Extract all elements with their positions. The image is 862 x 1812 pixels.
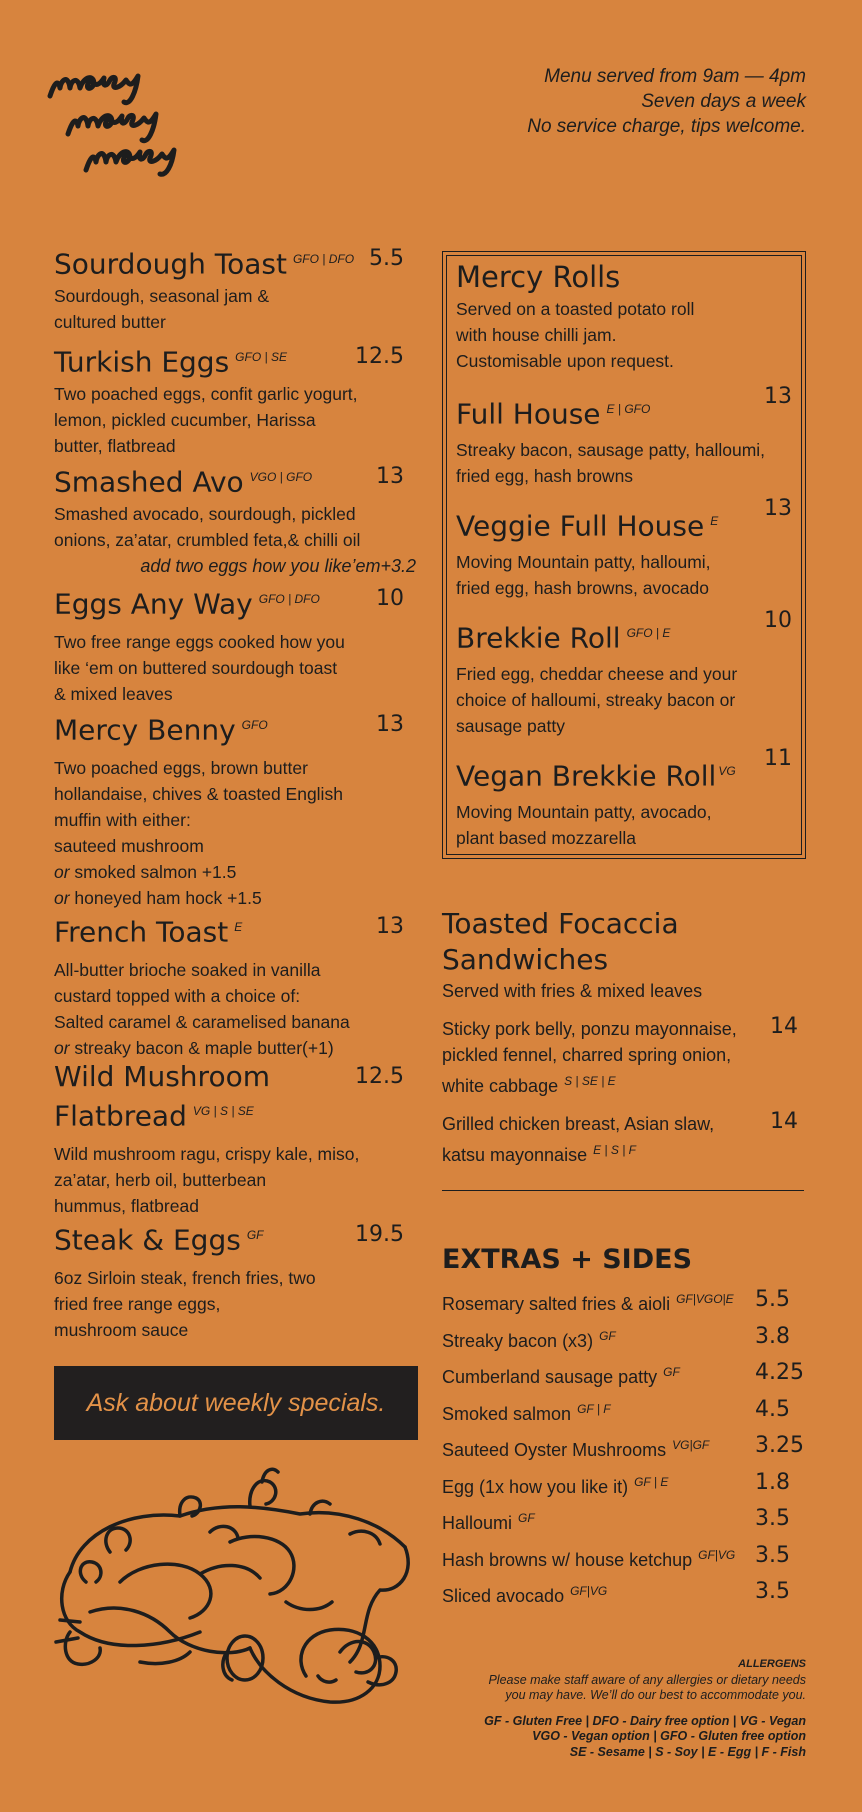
menu-item-french-toast [54,910,414,1060]
extra-name: Halloumi [442,1513,513,1533]
option-text: honeyed ham hock +1.5 [69,888,262,909]
desc-line: sauteed mushroom [54,836,204,857]
desc-line: Smashed avocado, sourdough, pickled [54,504,356,525]
item-price: 13 [376,464,404,489]
item-price: 5.5 [369,246,404,271]
dietary-tags: S | SE | E [564,1074,616,1088]
allergens-note: you may have. We’ll do our best to accommodate you. [505,1688,806,1702]
dietary-tags: E | GFO [606,402,651,416]
hours-line: Menu served from 9am — 4pm [544,66,806,87]
add-eggs-option: add two eggs how you like’em+3.2 [140,556,416,577]
item-description [54,755,414,911]
dietary-tags: GFO [241,718,268,732]
dietary-tags: GF|VG [570,1584,608,1598]
dietary-tags: GF [246,1228,264,1242]
item-name: Turkish Eggs [54,345,230,379]
extra-price: 3.8 [755,1323,790,1349]
sandwich-pork-belly [442,1016,804,1099]
item-price: 13 [764,384,792,409]
dietary-tags: VG [718,764,736,778]
option-text: smoked salmon +1.5 [69,862,237,883]
dietary-tags: GFO | E [626,626,671,640]
extras-and-sides-section [442,1242,804,1613]
roll-item-vegan-brekkie-roll [456,746,792,851]
extra-name: Cumberland sausage patty [442,1367,658,1387]
dietary-tags: GF|VGO|E [676,1292,734,1306]
dietary-tags: GF [518,1511,535,1525]
extra-price: 1.8 [755,1469,790,1495]
menu-item-sourdough-toast [54,242,414,340]
item-price: 19.5 [355,1222,404,1247]
extra-item [442,1540,804,1577]
desc-line: onions, za’atar, crumbled feta,& chilli oil [54,530,361,551]
allergens-info [406,1657,806,1760]
item-name: Full House [456,397,601,431]
allergen-key: GF - Gluten Free | DFO - Dairy free option | VG - Vegan [484,1713,806,1728]
item-description [54,501,414,579]
extra-item [442,1503,804,1540]
section-title: Mercy Rolls [456,260,621,294]
line-drawing [50,1462,420,1732]
item-name: Mercy Benny [54,713,236,747]
or-label: or [54,862,70,883]
extra-name: Hash browns w/ house ketchup [442,1549,693,1570]
service-charge-line: No service charge, tips welcome. [527,116,806,137]
item-description [456,799,792,851]
item-description [54,283,414,335]
item-price: 10 [764,608,792,633]
desc-line: sausage patty [456,716,565,737]
extra-price: 3.5 [755,1506,790,1531]
dietary-tags: VGO | GFO [249,470,313,484]
menu-item-turkish-eggs [54,340,414,460]
roll-item-full-house [456,384,792,502]
desc-line: cultured butter [54,312,166,333]
dietary-tags: E [710,514,719,528]
extra-name: Egg (1x how you like it) [442,1476,629,1497]
desc-line: Sticky pork belly, ponzu mayonnaise, [442,1019,737,1039]
desc-line: All-butter brioche soaked in vanilla [54,960,321,981]
option-line [54,885,414,911]
item-description [456,437,792,489]
extra-price: 3.5 [755,1542,790,1568]
desc-line: hollandaise, chives & toasted English [54,784,343,805]
dietary-tags: GFO | DFO [258,592,320,606]
desc-line: Sourdough, seasonal jam & [54,286,269,307]
service-hours [527,64,806,139]
option-line [54,1035,414,1061]
desc-line: Fried egg, cheddar cheese and your [456,664,738,685]
desc-line: mushroom sauce [54,1320,189,1341]
allergens-note: Please make staff aware of any allergies or dietary needs [488,1672,806,1687]
dietary-tags: GFO | SE [235,350,287,364]
menu-item-mercy-benny [54,708,414,910]
extra-item [442,1321,804,1358]
sandwich-grilled-chicken [442,1111,804,1168]
item-price: 14 [770,1014,798,1039]
menu-item-smashed-avo [54,460,414,582]
extra-price: 5.5 [755,1287,790,1312]
specials-text: Ask about weekly specials. [86,1388,386,1417]
item-description [456,549,792,601]
desc-line: Two poached eggs, confit garlic yogurt, [54,384,358,405]
desc-line: Two free range eggs cooked how you [54,632,345,653]
item-name: Wild Mushroom [54,1060,270,1093]
extra-item [442,1430,804,1467]
desc-line: white cabbage [442,1076,559,1096]
menu-item-eggs-any-way [54,582,414,708]
allergen-key: SE - Sesame | S - Soy | E - Egg | F - Fish [569,1744,806,1759]
section-divider [442,1190,804,1191]
dietary-tags: GF [599,1328,616,1343]
desc-line: plant based mozzarella [456,828,636,849]
dietary-tags: GFO | DFO [292,252,355,266]
desc-line: Moving Mountain patty, avocado, [456,802,712,823]
section-title-line2: Sandwiches [442,943,609,976]
item-price: 12.5 [355,344,404,369]
allergens-heading: ALLERGENS [738,1658,806,1670]
desc-line: Grilled chicken breast, Asian slaw, [442,1114,715,1134]
extra-item [442,1357,804,1394]
desc-line: Wild mushroom ragu, crispy kale, miso, [54,1144,360,1165]
extra-item [442,1284,804,1321]
item-price: 10 [376,586,404,611]
desc-line: fried free range eggs, [54,1294,221,1315]
section-title: EXTRAS + SIDES [442,1244,693,1275]
extra-item [442,1467,804,1504]
desc-line: pickled fennel, charred spring onion, [442,1045,732,1065]
desc-line: muffin with either: [54,810,191,831]
item-price: 13 [376,712,404,737]
extra-price: 3.25 [755,1433,804,1458]
extra-name: Sauteed Oyster Mushrooms [442,1440,667,1460]
desc-line: & mixed leaves [54,684,173,705]
mercy-rolls-section [442,251,806,859]
desc-line: Moving Mountain patty, halloumi, [456,552,711,573]
extra-item [442,1394,804,1431]
option-line [54,859,414,885]
desc-line: Streaky bacon, sausage patty, halloumi, [456,440,766,461]
sleeping-figures-illustration [50,1462,420,1732]
section-subtitle: Served with fries & mixed leaves [442,981,703,1001]
menu-item-wild-mushroom-flatbread [54,1060,414,1218]
item-name: Smashed Avo [54,465,244,499]
or-label: or [54,1038,70,1059]
item-description [456,661,792,739]
extra-item [442,1576,804,1613]
desc-line: lemon, pickled cucumber, Harissa [54,410,316,431]
desc-line: hummus, flatbread [54,1196,199,1217]
desc-line: Two poached eggs, brown butter [54,758,308,779]
mercy-logo-script [46,58,216,178]
dietary-tags: VG|GF [672,1438,710,1452]
extra-name: Rosemary salted fries & aioli [442,1294,671,1314]
desc-line: fried egg, hash browns [456,466,634,487]
roll-item-veggie-full-house [456,496,792,614]
extra-price: 4.25 [755,1360,804,1385]
option-text: streaky bacon & maple butter(+1) [69,1038,334,1059]
breakfast-menu [54,242,416,1341]
mercy-logo [46,58,216,178]
dietary-tags: GF | E [634,1474,669,1489]
item-description [54,957,414,1061]
dietary-tags: GF [663,1365,680,1379]
desc-line: choice of halloumi, streaky bacon or [456,690,736,711]
focaccia-sandwiches-section [442,906,804,1168]
item-name: Brekkie Roll [456,621,621,655]
item-price: 11 [764,746,792,771]
item-description [54,1265,414,1343]
allergen-key: VGO - Vegan option | GFO - Gluten free option [532,1729,806,1743]
item-price: 12.5 [355,1064,404,1089]
desc-line: custard topped with a choice of: [54,986,301,1007]
desc-line: butter, flatbread [54,436,176,457]
item-name-line2: Flatbread [54,1099,187,1133]
desc-line: 6oz Sirloin steak, french fries, two [54,1268,316,1289]
intro-line: Customisable upon request. [456,351,674,371]
section-intro [456,296,792,390]
roll-item-brekkie-roll [456,608,792,752]
dietary-tags: E | S | F [593,1143,637,1157]
extra-name: Streaky bacon (x3) [442,1330,594,1351]
item-name: Steak & Eggs [54,1223,241,1257]
item-name: Sourdough Toast [54,247,287,281]
desc-line: katsu mayonnaise [442,1145,588,1165]
or-label: or [54,888,70,909]
item-name: Eggs Any Way [54,587,253,621]
section-title: Toasted Focaccia [442,907,679,940]
dietary-tags: GF|VG [698,1547,736,1562]
item-description [54,381,414,459]
item-name: Veggie Full House [456,509,705,543]
extra-price: 3.5 [755,1579,790,1604]
intro-line: with house chilli jam. [456,325,617,345]
desc-line: za’atar, herb oil, butterbean [54,1170,267,1191]
item-name: Vegan Brekkie Roll [456,759,717,793]
dietary-tags: E [234,920,243,934]
extra-name: Sliced avocado [442,1586,565,1606]
dietary-tags: GF | F [577,1401,611,1416]
extra-name: Smoked salmon [442,1403,572,1424]
item-price: 13 [764,496,792,521]
item-description [54,1141,414,1219]
item-price: 13 [376,914,404,939]
weekly-specials-banner [54,1366,418,1440]
item-description [54,629,414,707]
dietary-tags: VG | S | SE [192,1104,254,1118]
intro-line: Served on a toasted potato roll [456,299,695,319]
item-price: 14 [770,1109,798,1134]
extra-price: 4.5 [755,1396,790,1422]
menu-item-steak-and-eggs [54,1218,414,1341]
desc-line: fried egg, hash browns, avocado [456,578,709,599]
days-line: Seven days a week [641,91,806,112]
item-name: French Toast [54,915,229,949]
desc-line: Salted caramel & caramelised banana [54,1012,350,1033]
desc-line: like ‘em on buttered sourdough toast [54,658,338,679]
